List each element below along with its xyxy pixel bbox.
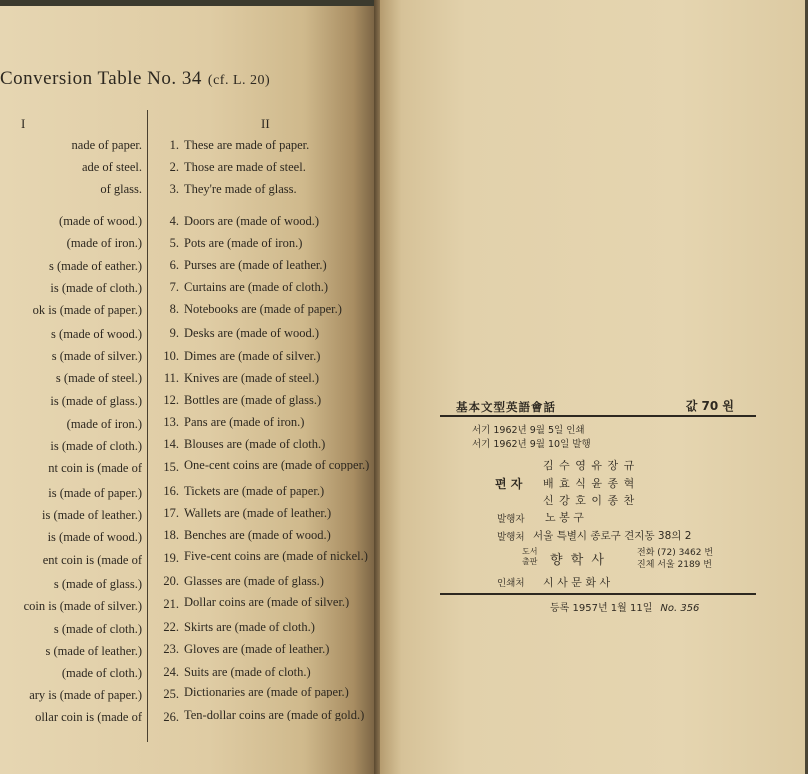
colophon-top-rule xyxy=(440,415,756,417)
row-number: 20. xyxy=(163,574,179,588)
price: 값 70 원 xyxy=(685,399,734,413)
row-sentence: Five-cent coins are (made of nickel.) xyxy=(184,551,368,562)
office-address: 서울 특별시 종로구 견지동 38의 2 xyxy=(533,530,692,542)
column-i-row: is (made of leather.) xyxy=(42,508,142,522)
row-number: 19. xyxy=(163,551,179,565)
print-date: 서기 1962년 9월 5일 인쇄 xyxy=(472,425,585,436)
row-sentence: Benches are (made of wood.) xyxy=(184,528,331,542)
row-number: 11. xyxy=(163,371,179,385)
row-number: 16. xyxy=(163,484,179,498)
colophon xyxy=(440,394,756,614)
column-i-row: s (made of leather.) xyxy=(45,644,142,658)
row-sentence: Dimes are (made of silver.) xyxy=(184,349,321,363)
column-i-row: nade of paper. xyxy=(71,138,142,152)
right-page xyxy=(380,0,808,774)
row-sentence: Dictionaries are (made of paper.) xyxy=(184,687,349,698)
press-label-line-2: 출판 xyxy=(522,557,538,566)
registration-number: No. 356 xyxy=(660,603,700,614)
row-sentence: Pots are (made of iron.) xyxy=(184,236,303,250)
registration-line xyxy=(550,599,699,614)
row-number: 10. xyxy=(163,349,179,363)
column-ii-heading: II xyxy=(261,116,270,131)
row-number: 18. xyxy=(163,528,179,542)
table-title-text: Conversion Table No. 34 xyxy=(0,68,202,89)
column-i-row: (made of iron.) xyxy=(66,417,142,431)
column-i-row: s (made of eather.) xyxy=(48,259,142,273)
row-number: 6. xyxy=(169,258,179,272)
column-i-row: is (made of cloth.) xyxy=(50,281,142,295)
row-sentence: Desks are (made of wood.) xyxy=(184,326,320,340)
row-number: 21. xyxy=(163,597,179,611)
row-number: 9. xyxy=(169,326,179,340)
row-sentence: These are made of paper. xyxy=(184,138,310,152)
column-i-row: s (made of wood.) xyxy=(51,327,142,341)
column-i-row: is (made of cloth.) xyxy=(50,439,142,453)
row-sentence: Glasses are (made of glass.) xyxy=(184,574,324,588)
editor-name-row-3: 신 강 호 이 종 찬 xyxy=(543,494,636,507)
column-i-row: s (made of glass.) xyxy=(53,577,142,591)
phone-line-1: 전화 (72) 3462 번 xyxy=(637,548,714,558)
row-number: 25. xyxy=(163,687,179,701)
column-i-row: ok is (made of paper.) xyxy=(32,303,142,317)
column-i-row: ent coin is (made of xyxy=(42,553,142,567)
publish-date: 서기 1962년 9월 10일 발행 xyxy=(472,439,591,450)
row-sentence: Tickets are (made of paper.) xyxy=(184,484,325,498)
column-i-row: is (made of wood.) xyxy=(47,530,142,544)
row-sentence: Curtains are (made of cloth.) xyxy=(184,280,329,294)
column-i-row: of glass. xyxy=(100,182,142,196)
row-number: 13. xyxy=(163,415,179,429)
row-number: 14. xyxy=(163,437,179,451)
row-sentence: Bottles are (made of glass.) xyxy=(184,393,322,407)
row-number: 17. xyxy=(163,506,179,520)
column-i-row: ary is (made of paper.) xyxy=(29,688,142,702)
page-top-edge xyxy=(0,0,380,6)
printer-label: 인쇄처 xyxy=(497,578,525,589)
publisher-name: 노 봉 구 xyxy=(545,511,584,524)
column-i-heading: I xyxy=(21,116,26,131)
row-sentence: Those are made of steel. xyxy=(184,160,306,174)
row-number: 2. xyxy=(169,160,179,174)
column-divider xyxy=(147,110,148,742)
row-number: 4. xyxy=(169,214,179,228)
column-i-row: (made of cloth.) xyxy=(61,666,142,680)
row-number: 8. xyxy=(169,302,179,316)
row-number: 15. xyxy=(163,460,179,474)
row-sentence: Ten-dollar coins are (made of gold.) xyxy=(184,710,365,721)
column-i-row: (made of iron.) xyxy=(66,236,142,250)
row-sentence: Skirts are (made of cloth.) xyxy=(184,620,315,634)
press-label-line-1: 도서 xyxy=(522,547,538,556)
row-number: 1. xyxy=(169,138,179,152)
column-i-row: nt coin is (made of xyxy=(48,461,142,475)
publisher-label: 발행자 xyxy=(497,514,525,525)
office-label: 발행처 xyxy=(497,532,525,543)
registration-date: 등록 1957년 1월 11일 xyxy=(550,603,653,614)
row-number: 3. xyxy=(169,182,179,196)
colophon-bottom-rule xyxy=(440,593,756,595)
conversion-table-title xyxy=(0,68,270,90)
row-sentence: One-cent coins are (made of copper.) xyxy=(184,460,370,471)
left-page xyxy=(0,0,380,774)
row-sentence: Suits are (made of cloth.) xyxy=(184,665,311,679)
row-number: 12. xyxy=(163,393,179,407)
row-number: 26. xyxy=(163,710,179,724)
column-ii-row xyxy=(157,182,377,210)
phone-line-2: 진체 서울 2189 번 xyxy=(637,560,712,570)
row-sentence: Notebooks are (made of paper.) xyxy=(184,302,342,316)
row-number: 5. xyxy=(169,236,179,250)
column-i-row: s (made of silver.) xyxy=(51,349,142,363)
row-sentence: Pans are (made of iron.) xyxy=(184,415,305,429)
column-i-row: is (made of paper.) xyxy=(48,486,142,500)
printer-name: 시 사 문 화 사 xyxy=(543,576,611,589)
editor-name-row-2: 배 효 식 윤 종 혁 xyxy=(543,477,636,490)
column-i-row: ollar coin is (made of xyxy=(35,710,142,724)
press-name: 향 학 사 xyxy=(550,553,606,568)
row-sentence: Gloves are (made of leather.) xyxy=(184,642,330,656)
row-sentence: Dollar coins are (made of silver.) xyxy=(184,597,350,608)
column-i-row: coin is (made of silver.) xyxy=(23,599,142,613)
row-number: 7. xyxy=(169,280,179,294)
row-number: 23. xyxy=(163,642,179,656)
row-number: 22. xyxy=(163,620,179,634)
book-title: 基本文型英語會話 xyxy=(456,400,556,414)
row-sentence: Blouses are (made of cloth.) xyxy=(184,437,326,451)
row-sentence: Purses are (made of leather.) xyxy=(184,258,327,272)
column-i-row: ade of steel. xyxy=(81,160,142,174)
column-i-row: s (made of steel.) xyxy=(55,371,142,385)
row-sentence: Doors are (made of wood.) xyxy=(184,214,320,228)
row-number: 24. xyxy=(163,665,179,679)
row-sentence: They're made of glass. xyxy=(184,182,297,196)
editor-label: 편 자 xyxy=(495,477,523,491)
row-sentence: Knives are (made of steel.) xyxy=(184,371,320,385)
table-title-ref: (cf. L. 20) xyxy=(207,73,271,88)
column-i-row: s (made of cloth.) xyxy=(53,622,142,636)
column-ii-row xyxy=(157,710,377,738)
row-sentence: Wallets are (made of leather.) xyxy=(184,506,332,520)
column-i-row: (made of wood.) xyxy=(59,214,142,228)
column-i-row: is (made of glass.) xyxy=(50,394,142,408)
editor-name-row-1: 김 수 영 유 장 규 xyxy=(543,459,636,472)
